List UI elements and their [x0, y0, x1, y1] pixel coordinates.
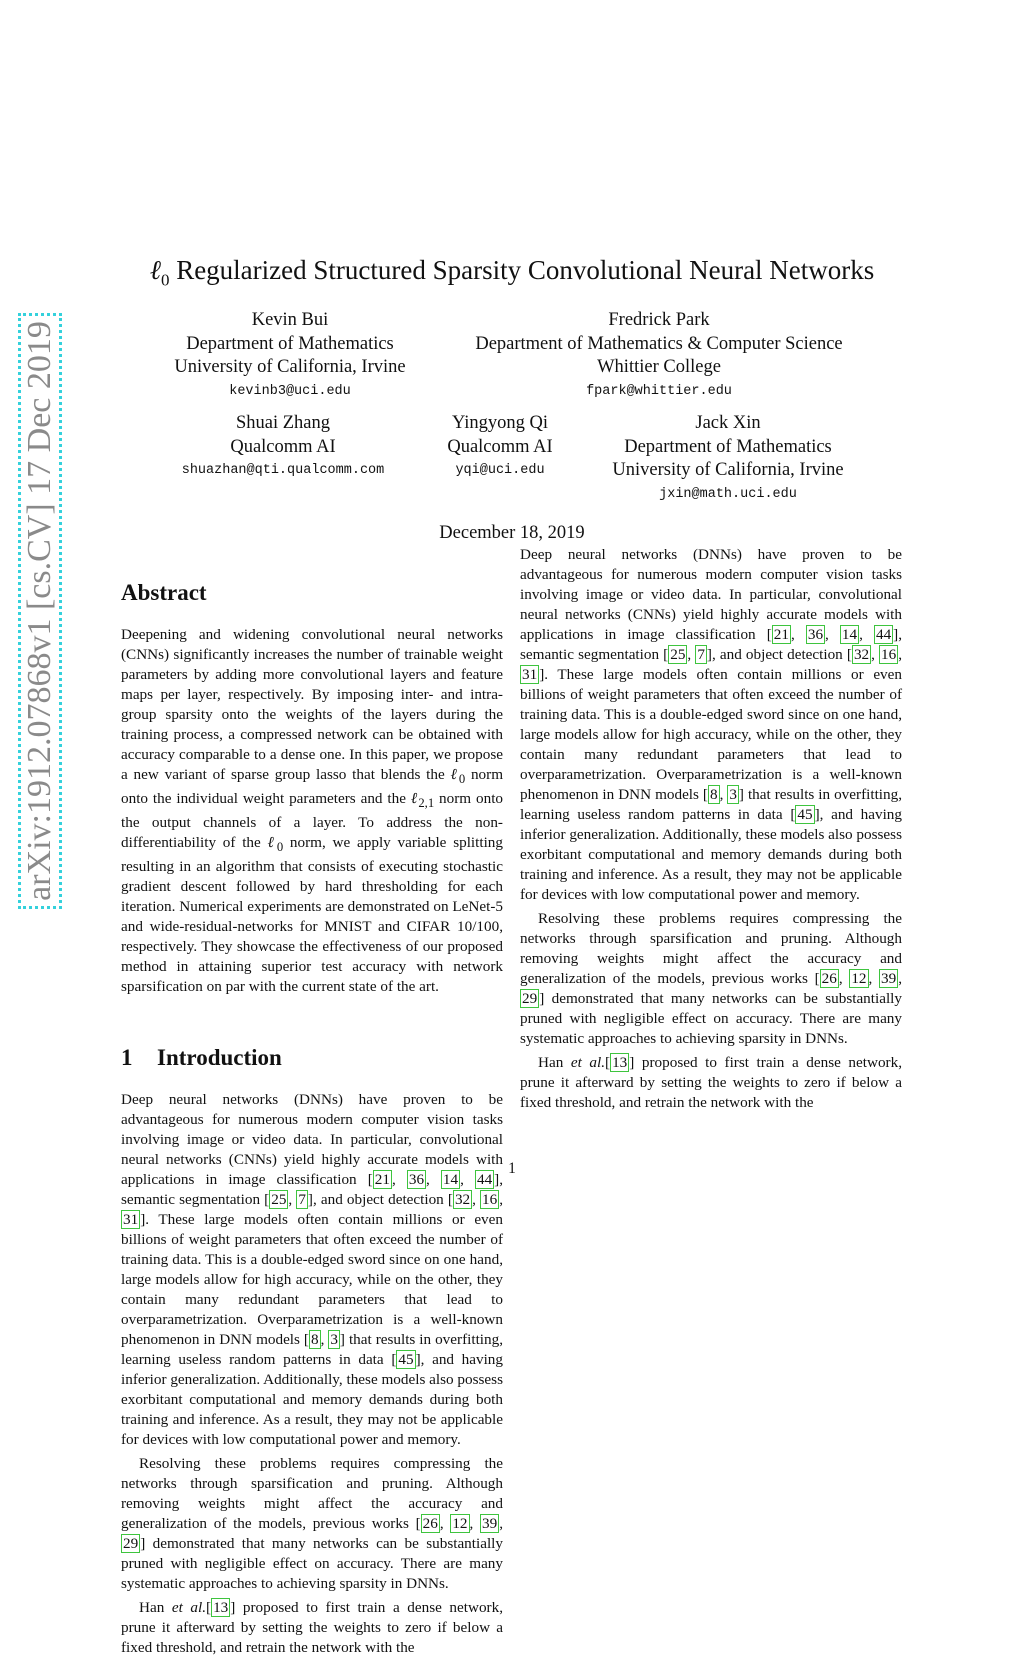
citation-group	[206, 1598, 235, 1617]
author-department: Department of Mathematics & Computer Science	[475, 333, 843, 354]
author-name: Kevin Bui	[251, 310, 329, 330]
bracket: [	[702, 786, 708, 803]
bracket: ]	[415, 1351, 421, 1368]
intro-text: Deep neural networks (DNNs) have proven to be advantageous for numerous modern computer vision tasks involving image or video data. In particular, convolutional neural networks (CNNs) yield highly accurate models with applications in image classification	[121, 1091, 503, 1188]
separator: ,	[288, 1191, 297, 1208]
paper-title	[0, 250, 1024, 300]
intro-paragraph-2	[121, 1454, 503, 1594]
citation-link[interactable]: 21	[773, 626, 789, 643]
author-department: Department of Mathematics	[624, 436, 832, 457]
separator: ,	[472, 1191, 481, 1208]
intro-text: Deep neural networks (DNNs) have proven to be advantageous for numerous modern computer vision tasks involving image or video data. In particular, convolutional neural networks (CNNs) yield highly accurate models with applications in image classification	[520, 546, 902, 643]
bracket: ]	[893, 626, 899, 643]
abstract-body	[121, 625, 503, 1001]
separator: ,	[687, 646, 696, 663]
author-email[interactable]: jxin@math.uci.edu	[659, 486, 797, 502]
separator: ,	[719, 786, 728, 803]
intro-text: proposed to first train a dense network, prune it afterward by setting the weights to zero if below a fixed threshold, and retrain the network with the	[121, 1599, 503, 1656]
bracket: ]	[494, 1171, 500, 1188]
title-ell-symbol: ℓ	[149, 255, 161, 285]
citation-link[interactable]: 26	[422, 1515, 438, 1532]
citation-group	[391, 1350, 420, 1369]
subscript: 2,1	[418, 796, 435, 811]
author-institution: University of California, Irvine	[174, 357, 406, 377]
abstract-text: norm onto the individual weight parameters and the	[121, 766, 504, 808]
bracket: [	[367, 1171, 373, 1188]
intro-paragraph-3	[520, 1053, 902, 1113]
citation-link[interactable]: 7	[298, 1191, 306, 1208]
author-department: Department of Mathematics	[186, 333, 394, 354]
citation-link[interactable]: 25	[271, 1191, 287, 1208]
citation-link[interactable]: 16	[881, 646, 897, 663]
separator: ,	[469, 1515, 481, 1532]
citation-link[interactable]: 31	[123, 1211, 139, 1228]
bracket: [	[766, 626, 772, 643]
separator: ,	[460, 1171, 475, 1188]
bracket: [	[303, 1331, 309, 1348]
separator: ,	[499, 1191, 504, 1208]
intro-text: , semantic segmentation	[520, 626, 903, 663]
ell-symbol: ℓ	[410, 790, 419, 808]
subscript: 0	[276, 840, 284, 855]
citation-link[interactable]: 14	[841, 626, 858, 643]
separator: ,	[838, 970, 850, 987]
citation-link[interactable]: 3	[729, 786, 737, 803]
citation-group	[304, 1330, 345, 1349]
citation-group	[703, 785, 744, 804]
intro-text: Han	[538, 1054, 571, 1071]
author-institution: University of California, Irvine	[612, 460, 844, 480]
citation-link[interactable]: 32	[454, 1191, 471, 1208]
bracket: ]	[738, 786, 744, 803]
citation-group	[790, 805, 819, 824]
intro-text: , and object detection	[711, 646, 847, 663]
subscript: 0	[458, 772, 466, 787]
citation-link[interactable]: 29	[123, 1535, 139, 1552]
bracket: [	[415, 1515, 421, 1532]
bracket: [	[391, 1351, 397, 1368]
citation-link[interactable]: 7	[697, 646, 705, 663]
intro-text: proposed to first train a dense network, prune it afterward by setting the weights to zero if below a fixed threshold, and retrain the network with the	[520, 1054, 902, 1111]
author-kevin-bui	[155, 309, 425, 404]
bracket: ]	[230, 1599, 236, 1616]
intro-text: Resolving these problems requires compressing the networks through sparsification and pruning. Although removing weights might affect the accuracy and generalization of the models, previous works	[520, 910, 902, 987]
intro-emphasis: et al.	[570, 1054, 606, 1071]
citation-link[interactable]: 31	[522, 666, 538, 683]
bracket: ]	[629, 1054, 635, 1071]
section-number: 1	[121, 1045, 133, 1070]
bracket: ]	[307, 1191, 313, 1208]
author-yingyong-qi	[430, 412, 570, 483]
separator: ,	[871, 646, 880, 663]
separator: ,	[499, 1515, 504, 1532]
citation-group	[663, 645, 712, 664]
intro-text: Resolving these problems requires compressing the networks through sparsification and pruning. Although removing weights might affect the accuracy and generalization of the models, previous works	[121, 1455, 503, 1532]
intro-paragraph-2	[520, 909, 902, 1049]
separator: ,	[391, 1171, 407, 1188]
abstract-text: Deepening and widening convolutional neural networks (CNNs) significantly increases the number of trainable weight parameters by adding more convolutional layers and feature maps per layer, respectively. By imposing inter- and intra-group sparsity onto the weights of the layers during the training process, a compressed network can be obtained with accuracy comparable to a dense one. In this paper, we propose a new variant of sparse group lasso that blends the	[121, 626, 503, 783]
citation-link[interactable]: 14	[442, 1171, 459, 1188]
introduction-left-column	[121, 1090, 504, 1656]
citation-link[interactable]: 39	[881, 970, 897, 987]
bracket: [	[663, 646, 669, 663]
separator: ,	[426, 1171, 441, 1188]
citation-link[interactable]: 36	[807, 626, 824, 643]
citation-link[interactable]: 8	[709, 786, 718, 803]
abstract-heading: Abstract	[121, 580, 207, 605]
arxiv-stamp	[18, 313, 62, 909]
introduction-heading	[121, 1043, 282, 1073]
arxiv-identifier: arXiv:1912.07868v1 [cs.CV] 17 Dec 2019	[21, 321, 58, 901]
citation-link[interactable]: 36	[408, 1171, 425, 1188]
separator: ,	[439, 1515, 451, 1532]
bracket: [	[264, 1191, 270, 1208]
introduction-text-flow	[520, 545, 902, 1113]
separator: ,	[859, 626, 874, 643]
separator: ,	[790, 626, 806, 643]
citation-link[interactable]: 45	[797, 806, 813, 823]
citation-link[interactable]: 25	[670, 646, 686, 663]
bracket: ]	[814, 806, 820, 823]
intro-emphasis: et al.	[171, 1599, 207, 1616]
citation-link[interactable]: 32	[853, 646, 870, 663]
author-fredrick-park	[444, 309, 874, 404]
bracket: ]	[140, 1211, 146, 1228]
citation-link[interactable]: 3	[330, 1331, 338, 1348]
author-department: Qualcomm AI	[447, 436, 553, 457]
page-number: 1	[508, 1160, 516, 1177]
bracket: [	[447, 1191, 453, 1208]
author-email[interactable]: fpark@whittier.edu	[586, 383, 732, 399]
author-email[interactable]: shuazhan@qti.qualcomm.com	[181, 463, 385, 478]
author-shuai-zhang	[160, 412, 406, 483]
separator: ,	[868, 970, 880, 987]
citation-link[interactable]: 13	[213, 1599, 229, 1616]
intro-text: that results in overfitting, learning useless random patterns in data	[121, 1331, 503, 1368]
abstract-text: norm, we apply variable splitting resulting in an algorithm that consists of executing stochastic gradient descent followed by hard thresholding for each iteration. Numerical experiments are demonstrated on LeNet-5 and wide-residual-networks for MNIST and CIFAR 10/100, respectively. They showcase the effectiveness of our proposed method in attaining superior test accuracy with network sparsification on par with the current state of the art.	[121, 834, 503, 996]
author-institution: Whittier College	[597, 357, 721, 377]
author-name: Jack Xin	[695, 413, 761, 433]
author-email[interactable]: kevinb3@uci.edu	[229, 383, 351, 399]
intro-text: demonstrated that many networks can be substantially pruned with negligible effect on accuracy. There are many systematic approaches to achieving sparsity in DNNs.	[121, 1535, 503, 1592]
intro-text: demonstrated that many networks can be substantially pruned with negligible effect on accuracy. There are many systematic approaches to achieving sparsity in DNNs.	[520, 990, 902, 1047]
ell-symbol: ℓ	[450, 766, 459, 783]
citation-link[interactable]: 8	[310, 1331, 319, 1348]
separator: ,	[825, 626, 840, 643]
separator: ,	[320, 1331, 329, 1348]
citation-link[interactable]: 29	[522, 990, 538, 1007]
bracket: ]	[539, 990, 545, 1007]
intro-paragraph-1	[121, 1090, 503, 1450]
title-subscript: 0	[160, 270, 170, 290]
bracket: [	[790, 806, 796, 823]
bracket: [	[605, 1054, 611, 1071]
intro-text: that results in overfitting, learning useless random patterns in data	[520, 786, 902, 823]
bracket: [	[206, 1599, 212, 1616]
section-title: Introduction	[157, 1045, 282, 1070]
intro-text: , and having inferior generalization. Additionally, these models also possess exorbitant computational and memory demands during both training and inference. As a result, they may not be applicable for devices with low computational power and memory.	[520, 806, 902, 903]
citation-group	[767, 625, 899, 644]
paper-date: December 18, 2019	[439, 523, 585, 543]
author-name: Shuai Zhang	[235, 413, 331, 433]
citation-link[interactable]: 44	[875, 626, 892, 643]
author-jack-xin	[592, 412, 864, 507]
intro-text: , and object detection	[312, 1191, 448, 1208]
ell-symbol: ℓ	[267, 834, 277, 852]
citation-link[interactable]: 12	[452, 1515, 468, 1532]
intro-text: , and having inferior generalization. Additionally, these models also possess exorbitant computational and memory demands during both training and inference. As a result, they may not be applicable for devices with low computational power and memory.	[121, 1351, 503, 1448]
author-email[interactable]: yqi@uci.edu	[455, 463, 545, 478]
citation-link[interactable]: 13	[612, 1054, 628, 1071]
author-department: Qualcomm AI	[230, 436, 336, 457]
title-text: Regularized Structured Sparsity Convolutional Neural Networks	[169, 255, 875, 285]
intro-text: , semantic segmentation	[121, 1171, 504, 1208]
intro-paragraph-3	[121, 1598, 503, 1658]
intro-paragraph-1	[520, 545, 902, 905]
author-name: Fredrick Park	[608, 310, 710, 330]
introduction-right-column	[520, 546, 903, 1145]
intro-text: . These large models often contain millions or even billions of weight parameters that often exceed the number of training data. This is a double-edged sword since on one hand, large models allow for high accuracy, while on the other, they contain many redundant parameters that lead to overparametrization. Overparametrization is a well-known phenomenon in DNN models	[121, 1211, 503, 1348]
bracket: ]	[140, 1535, 146, 1552]
separator: ,	[898, 970, 903, 987]
citation-link[interactable]: 12	[851, 970, 867, 987]
citation-group	[605, 1053, 634, 1072]
citation-link[interactable]: 45	[398, 1351, 414, 1368]
abstract-text: norm onto the output channels of a layer. To address the non-differentiability of the	[121, 790, 504, 852]
citation-link[interactable]: 39	[482, 1515, 498, 1532]
separator: ,	[898, 646, 903, 663]
citation-link[interactable]: 21	[374, 1171, 390, 1188]
bracket: [	[846, 646, 852, 663]
citation-link[interactable]: 26	[821, 970, 837, 987]
bracket: [	[814, 970, 820, 987]
bracket: ]	[706, 646, 712, 663]
citation-group	[264, 1190, 313, 1209]
author-name: Yingyong Qi	[451, 413, 549, 433]
intro-text: . These large models often contain millions or even billions of weight parameters that often exceed the number of training data. This is a double-edged sword since on one hand, large models allow for high accuracy, while on the other, they contain many redundant parameters that lead to overparametrization. Overparametrization is a well-known phenomenon in DNN models	[520, 666, 902, 803]
bracket: ]	[539, 666, 545, 683]
abstract-paragraph	[121, 625, 503, 997]
bracket: ]	[339, 1331, 345, 1348]
citation-link[interactable]: 16	[482, 1191, 498, 1208]
citation-link[interactable]: 44	[476, 1171, 493, 1188]
intro-text: Han	[139, 1599, 172, 1616]
